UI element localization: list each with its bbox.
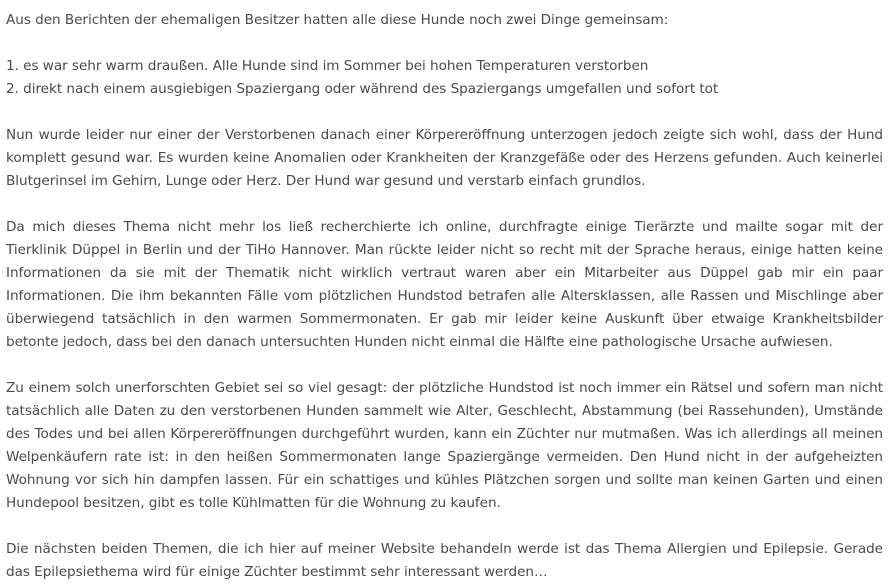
intro-paragraph: Aus den Berichten der ehemaligen Besitzer hatten alle diese Hunde noch zwei Dinge gemeinsam: xyxy=(6,12,669,28)
list-item: 2. direkt nach einem ausgiebigen Spaziergang oder während des Spaziergangs umgefallen und sofort tot xyxy=(6,81,719,97)
research-paragraph: Da mich dieses Thema nicht mehr los ließ recherchierte ich online, durchfragte einige Tierärzte und mailte sogar mit der Tierklinik Düppel in Berlin und der TiHo Hannover. Man rückte leider nicht so recht mit der Sprache heraus, einige hatten keine Informationen da sie mit der Thematik nicht wirklich vertraut waren aber ein Mitarbeiter aus Düppel gab mir ein paar Informationen. Die ihm bekannten Fälle vom plötzlichen Hundstod betrafen alle Altersklassen, alle Rassen und Mischlinge aber überwiegend tatsächlich in den warmen Sommermonaten. Er gab mir leider keine Auskunft über etwaige Krankheitsbilder betonte jedoch, dass bei den danach untersuchten Hunden nicht einmal die Hälfte eine pathologische Ursache aufwiesen. xyxy=(6,219,883,350)
findings-list xyxy=(6,55,883,101)
autopsy-paragraph: Nun wurde leider nur einer der Verstorbenen danach einer Körpereröffnung unterzogen jedoch zeigte sich wohl, dass der Hund komplett gesund war. Es wurden keine Anomalien oder Krankheiten der Kranzgefäße oder des Herzens gefunden. Auch keinerlei Blutgerinsel im Gehirn, Lunge oder Herz. Der Hund war gesund und verstarb einfach grundlos. xyxy=(6,127,883,189)
outlook-paragraph: Die nächsten beiden Themen, die ich hier auf meiner Website behandeln werde ist das Thema Allergien und Epilepsie. Gerade das Epilepsiethema wird für einige Züchter bestimmt sehr interessant werden… xyxy=(6,541,883,580)
list-item: 1. es war sehr warm draußen. Alle Hunde sind im Sommer bei hohen Temperaturen verstorben xyxy=(6,58,649,74)
advice-paragraph: Zu einem solch unerforschten Gebiet sei so viel gesagt: der plötzliche Hundstod ist noch immer ein Rätsel und sofern man nicht tatsächlich alle Daten zu den verstorbenen Hunden sammelt wie Alter, Geschlecht, Abstammung (bei Rassehunden), Umstände des Todes und bei allen Körpereröffnungen durchgeführt wurden, kann ein Züchter nur mutmaßen. Was ich allerdings all meinen Welpenkäufern rate ist: in den heißen Sommermonaten lange Spaziergänge vermeiden. Den Hund nicht in der aufgeheizten Wohnung vor sich hin dampfen lassen. Für ein schattiges und kühles Plätzchen sorgen und sollte man keinen Garten und einen Hundepool besitzen, gibt es tolle Kühlmatten für die Wohnung zu kaufen. xyxy=(6,380,883,511)
